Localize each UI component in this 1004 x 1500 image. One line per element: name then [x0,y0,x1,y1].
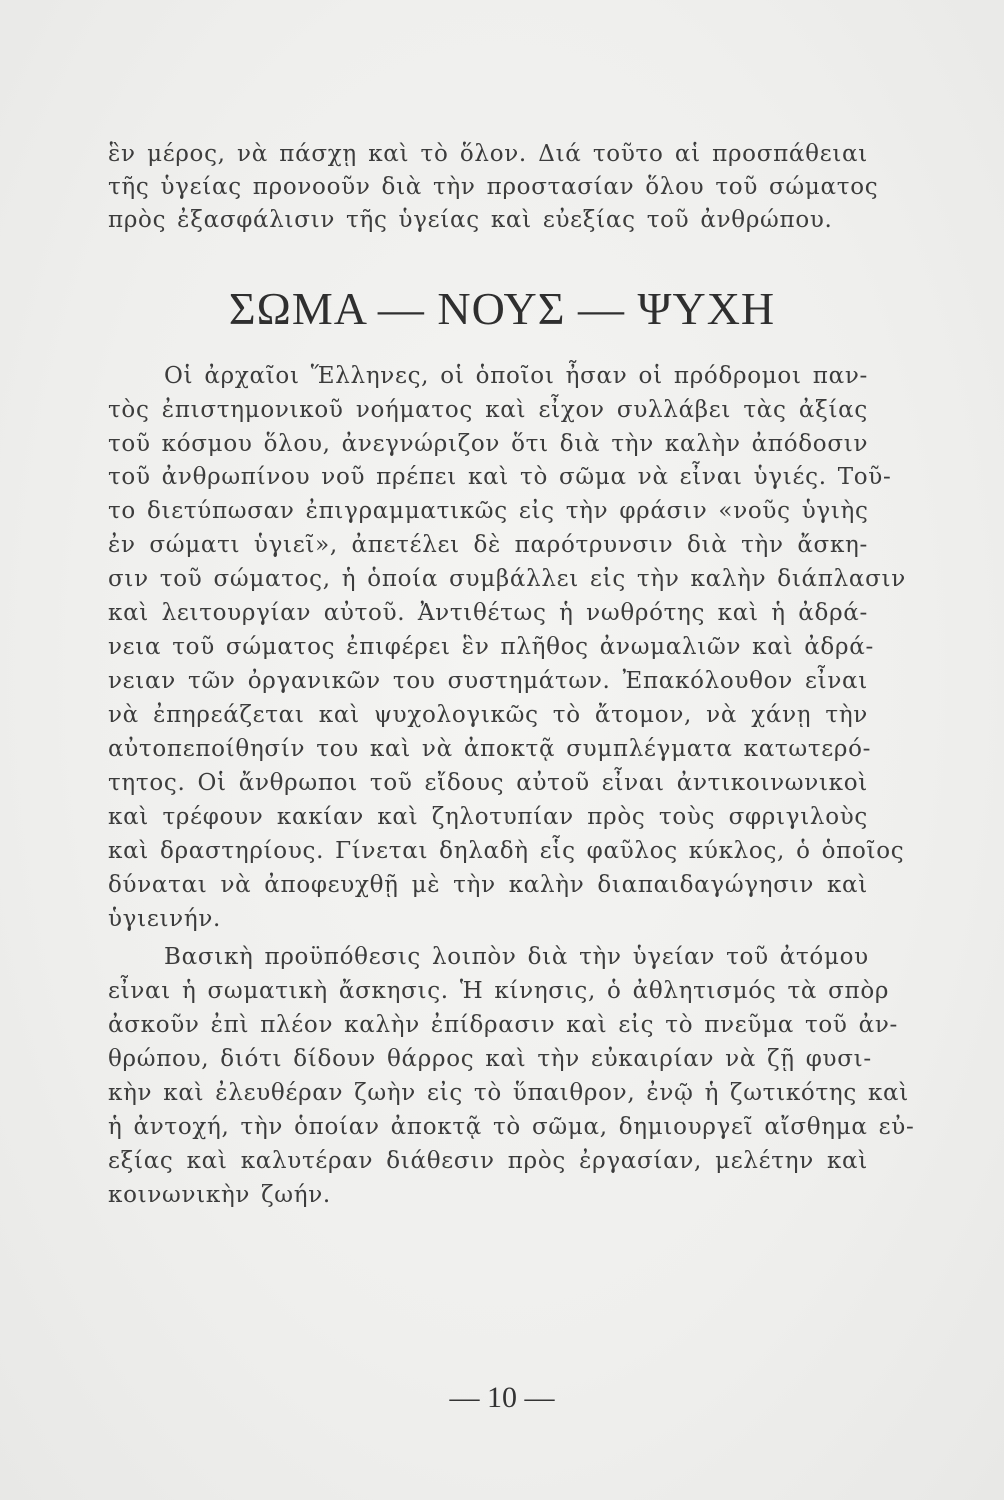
p1-line-4: τοῦ ἀνθρωπίνου νοῦ πρέπει καὶ τὸ σῶμα νὰ εἶναι ὑγιές. Τοῦ- [108,464,892,490]
p1-line-6: ἐν σώματι ὑγιεῖ», ἀπετέλει δὲ παρότρυνσιν διὰ τὴν ἄσκη- [108,532,868,558]
p1-line-14: καὶ τρέφουν κακίαν καὶ ζηλοτυπίαν πρὸς τοὺς σφριγιλοὺς [108,804,868,830]
page-number: — 10 — [449,1381,555,1414]
p1-line-9: νεια τοῦ σώματος ἐπιφέρει ἓν πλῆθος ἀνωμαλιῶν καὶ ἀδρά- [108,634,874,660]
p1-line-7: σιν τοῦ σώματος, ἡ ὁποία συμβάλλει εἰς τὴν καλὴν διάπλασιν [108,566,906,592]
p1-line-2: τὸς ἐπιστημονικοῦ νοήματος καὶ εἶχον συλλάβει τὰς ἀξίας [108,397,868,423]
p1-line-10: νειαν τῶν ὀργανικῶν του συστημάτων. Ἐπακόλουθον εἶναι [108,668,868,694]
p1-line-17: ὑγιεινήν. [108,906,222,932]
intro-line-2: τῆς ὑγείας προνοοῦν διὰ τὴν προστασίαν ὅλου τοῦ σώματος [108,174,879,200]
p2-line-4: θρώπου, διότι δίδουν θάρρος καὶ τὴν εὐκαιρίαν νὰ ζῇ φυσι- [108,1046,872,1072]
p2-line-3: ἀσκοῦν ἐπὶ πλέον καλὴν ἐπίδρασιν καὶ εἰς τὸ πνεῦμα τοῦ ἀν- [108,1012,898,1038]
p1-line-16: δύναται νὰ ἀποφευχθῇ μὲ τὴν καλὴν διαπαιδαγώγησιν καὶ [108,872,868,898]
p1-line-15: καὶ δραστηρίους. Γίνεται δηλαδὴ εἷς φαῦλος κύκλος, ὁ ὁποῖος [108,838,905,864]
section-heading: ΣΩΜΑ — ΝΟΥΣ — ΨΥΧΗ [228,283,776,334]
p2-line-2: εἶναι ἡ σωματικὴ ἄσκησις. Ἡ κίνησις, ὁ ἀθλητισμός τὰ σπὸρ [108,978,890,1004]
p1-line-13: τητος. Οἱ ἄνθρωποι τοῦ εἴδους αὐτοῦ εἶναι ἀντικοινωνικοὶ [108,770,868,796]
p1-line-5: το διετύπωσαν ἐπιγραμματικῶς εἰς τὴν φράσιν «νοῦς ὑγιὴς [108,498,869,524]
p2-line-7: εξίας καὶ καλυτέραν διάθεσιν πρὸς ἐργασίαν, μελέτην καὶ [108,1148,868,1174]
p1-line-11: νὰ ἐπηρεάζεται καὶ ψυχολογικῶς τὸ ἄτομον, νὰ χάνῃ τὴν [108,702,868,728]
p1-line-12: αὐτοπεποίθησίν του καὶ νὰ ἀποκτᾷ συμπλέγματα κατωτερό- [108,736,872,762]
p1-line-3: τοῦ κόσμου ὅλου, ἀνεγνώριζον ὅτι διὰ τὴν καλὴν ἀπόδοσιν [108,431,869,457]
p2-line-1: Βασικὴ προϋπόθεσις λοιπὸν διὰ τὴν ὑγείαν τοῦ ἀτόμου [164,944,869,970]
p1-line-1: Οἱ ἀρχαῖοι Ἕλληνες, οἱ ὁποῖοι ἦσαν οἱ πρόδρομοι παν- [164,363,868,389]
p2-line-8: κοινωνικὴν ζωήν. [108,1182,331,1208]
intro-line-1: ἓν μέρος, νὰ πάσχῃ καὶ τὸ ὅλον. Διά τοῦτο αἱ προσπάθειαι [108,141,868,167]
p2-line-5: κὴν καὶ ἐλευθέραν ζωὴν εἰς τὸ ὕπαιθρον, ἐνῷ ἡ ζωτικότης καὶ [108,1080,909,1106]
p1-line-8: καὶ λειτουργίαν αὐτοῦ. Ἀντιθέτως ἡ νωθρότης καὶ ἡ ἀδρά- [108,600,868,626]
p2-line-6: ἡ ἀντοχή, τὴν ὁποίαν ἀποκτᾷ τὸ σῶμα, δημιουργεῖ αἴσθημα εὐ- [108,1114,915,1140]
intro-line-3: πρὸς ἐξασφάλισιν τῆς ὑγείας καὶ εὐεξίας τοῦ ἀνθρώπου. [108,207,833,233]
